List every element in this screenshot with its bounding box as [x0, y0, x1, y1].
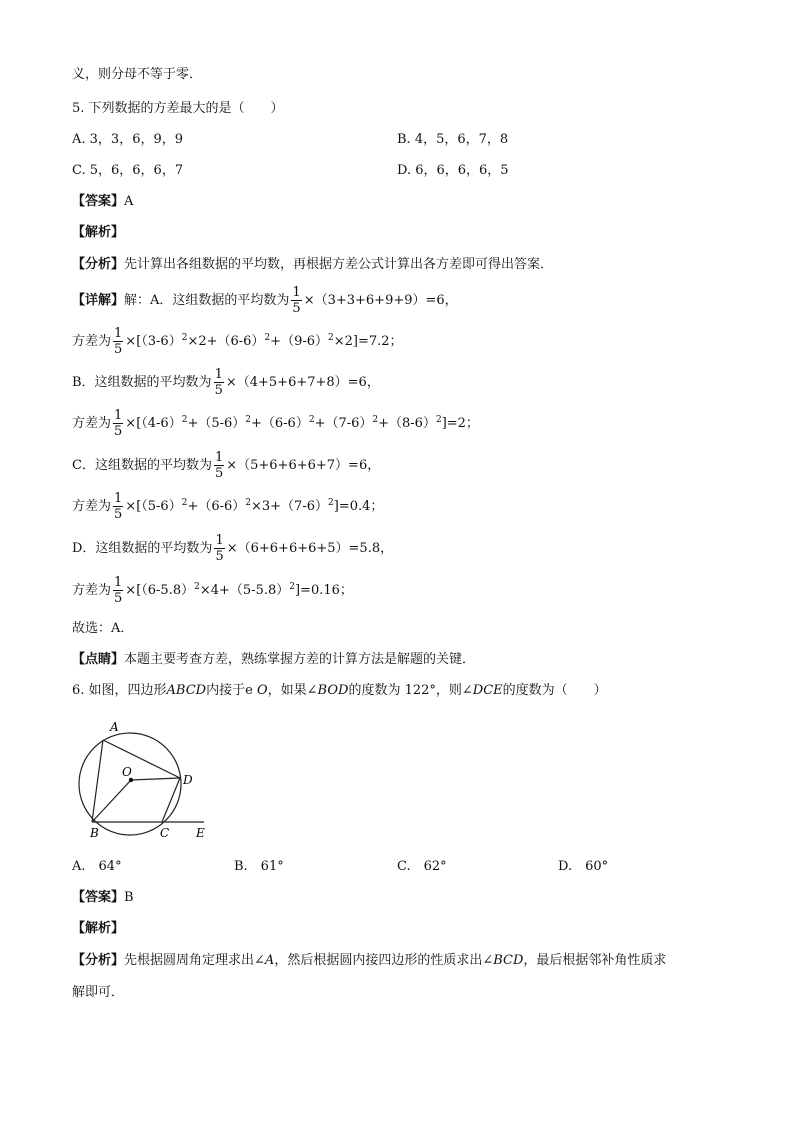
frac-num: 1	[114, 491, 123, 506]
expr: ]=0.16；	[294, 583, 353, 598]
d-mean-pre: D．这组数据的平均数为	[72, 541, 213, 556]
dianjing-tag: 【点睛】	[72, 652, 125, 667]
expr: ×3+（7-6）	[251, 499, 328, 514]
quad-abcd: ABCD	[166, 683, 207, 698]
label-b: B	[90, 826, 99, 840]
segment-ob	[92, 780, 131, 822]
q5-c-variance	[72, 490, 383, 525]
q6-option-d: D. 60°	[558, 859, 609, 874]
square: 2	[194, 582, 200, 592]
geometry-figure	[74, 716, 214, 840]
xiangjie-tag: 【详解】	[72, 293, 125, 308]
fraction	[214, 533, 224, 564]
square: 2	[181, 333, 188, 343]
q6-stem	[72, 682, 607, 700]
fraction	[113, 326, 123, 357]
q5-b-mean	[72, 366, 380, 400]
d-mean-post: ×（6+6+6+6+5）=5.8，	[226, 541, 394, 556]
q5-c-mean	[72, 449, 380, 483]
expr: ]=2；	[441, 416, 479, 431]
q5-choose: 故选：A．	[72, 621, 134, 636]
var-pre: 方差为	[72, 583, 112, 598]
frac-num: 1	[214, 367, 223, 382]
q6-option-c: C. 62°	[397, 859, 447, 874]
circle-symbol: e	[245, 683, 253, 698]
fraction	[113, 491, 123, 522]
q5-a-variance	[72, 325, 403, 360]
label-o: O	[122, 765, 132, 779]
expr: +（6-6）	[251, 416, 309, 431]
a-mean-post: ×（3+3+6+9+9）=6，	[303, 293, 458, 308]
expr: ×2+（6-6）	[187, 334, 265, 349]
q5-d-mean	[72, 532, 393, 566]
expr: ×[（4-6）	[125, 416, 182, 431]
c-mean-pre: C．这组数据的平均数为	[72, 458, 212, 473]
q6-fenxi-cont: 解即可．	[72, 985, 125, 1000]
label-e: E	[196, 826, 205, 840]
var-pre: 方差为	[72, 334, 112, 349]
stem-pre: 6. 如图，四边形	[72, 683, 167, 698]
frac-num: 1	[215, 533, 224, 548]
q5-fenxi	[72, 256, 553, 274]
b-mean-pre: B．这组数据的平均数为	[72, 375, 212, 390]
expr: ×[（6-5.8）	[125, 583, 195, 598]
c-mean-post: ×（5+6+6+6+7）=6，	[226, 458, 381, 473]
frac-num: 1	[114, 575, 123, 590]
q5-dianjing	[72, 651, 475, 669]
q5-xiangjie-a-mean	[72, 284, 458, 318]
answer-tag: 【答案】	[72, 194, 125, 209]
frac-den: 5	[114, 424, 123, 439]
center-o: O	[256, 683, 268, 698]
angle-bcd: ∠BCD	[482, 953, 524, 968]
square: 2	[372, 415, 379, 425]
square: 2	[245, 415, 251, 425]
label-d: D	[183, 773, 193, 787]
expr: ×[（3-6）	[125, 334, 182, 349]
expr: ×2]=7.2；	[333, 334, 403, 349]
stem-post: 的度数为（ ）	[502, 683, 607, 698]
answer-tag: 【答案】	[72, 890, 125, 905]
expr: +（9-6）	[270, 334, 328, 349]
jiexi-tag: 【解析】	[72, 921, 125, 936]
frac-den: 5	[114, 507, 123, 522]
q6-jiexi	[72, 920, 124, 938]
q5-option-a: A. 3，3，6，9，9	[72, 132, 184, 147]
stem-mid: 内接于	[206, 683, 246, 698]
frac-den: 5	[114, 591, 123, 606]
square: 2	[308, 415, 315, 425]
square: 2	[328, 333, 334, 343]
q5-option-b: B. 4，5，6，7，8	[397, 132, 509, 147]
q5-b-variance	[72, 407, 479, 442]
frac-num: 1	[214, 450, 224, 465]
var-pre: 方差为	[72, 416, 112, 431]
fraction	[113, 575, 123, 606]
fenxi-tag: 【分析】	[72, 953, 125, 968]
square: 2	[181, 415, 188, 425]
label-c: C	[160, 826, 170, 840]
frac-den: 5	[292, 301, 301, 316]
fenxi-text: 先计算出各组数据的平均数，再根据方差公式计算出各方差即可得出答案．	[124, 257, 554, 272]
square: 2	[264, 333, 271, 343]
fenxi-text: ，最后根据邻补角性质求	[523, 953, 667, 968]
square: 2	[245, 498, 251, 508]
square: 2	[289, 582, 295, 592]
expr: +（8-6）	[378, 416, 436, 431]
frac-den: 5	[215, 549, 224, 564]
answer-value: A	[124, 194, 134, 209]
continued-text: 义，则分母不等于零．	[72, 67, 203, 82]
angle-a: ∠A	[254, 953, 275, 968]
q5-jiexi	[72, 224, 124, 242]
expr: +（5-6）	[187, 416, 246, 431]
frac-den: 5	[214, 383, 223, 398]
fraction	[113, 408, 123, 439]
fraction	[214, 367, 224, 398]
angle-dce: ∠DCE	[461, 683, 503, 698]
square: 2	[181, 498, 188, 508]
var-pre: 方差为	[72, 499, 112, 514]
segment-ad	[103, 740, 180, 778]
fenxi-text: ，然后根据圆内接四边形的性质求出	[274, 953, 483, 968]
q5-d-variance	[72, 574, 353, 609]
label-a: A	[110, 720, 119, 734]
a-mean-pre: 解：A．这组数据的平均数为	[124, 293, 290, 308]
expr: ]=0.4；	[333, 499, 384, 514]
q5-answer	[72, 193, 133, 211]
segment-ab	[92, 740, 103, 822]
jiexi-tag: 【解析】	[72, 225, 125, 240]
frac-den: 5	[214, 466, 224, 481]
segment-od	[131, 778, 180, 780]
q6-option-a: A. 64°	[72, 859, 122, 874]
frac-num: 1	[114, 408, 123, 423]
frac-num: 1	[114, 326, 123, 341]
expr: +（7-6）	[314, 416, 373, 431]
answer-value: B	[124, 890, 134, 905]
dianjing-text: 本题主要考查方差，熟练掌握方差的计算方法是解题的关键．	[124, 652, 476, 667]
frac-den: 5	[114, 342, 123, 357]
expr: +（6-6）	[187, 499, 246, 514]
q6-option-b: B. 61°	[234, 859, 284, 874]
q6-answer	[72, 889, 134, 907]
angle-bod: ∠BOD	[306, 683, 349, 698]
q6-fenxi	[72, 952, 666, 970]
q5-stem: 5. 下列数据的方差最大的是（ ）	[72, 101, 284, 116]
stem-mid: 的度数为 122°，则	[348, 683, 462, 698]
square: 2	[328, 498, 334, 508]
q5-option-c: C. 5，6，6，6，7	[72, 163, 184, 178]
frac-num: 1	[292, 285, 301, 300]
b-mean-post: ×（4+5+6+7+8）=6，	[225, 375, 380, 390]
fraction	[214, 450, 224, 481]
stem-mid: ，如果	[267, 683, 307, 698]
square: 2	[435, 415, 442, 425]
fenxi-text: 先根据圆周角定理求出	[124, 953, 255, 968]
fraction	[291, 285, 301, 316]
expr: ×4+（5-5.8）	[199, 583, 290, 598]
q5-option-d: D. 6，6，6，6，5	[397, 163, 509, 178]
expr: ×[（5-6）	[125, 499, 182, 514]
segment-cd	[162, 778, 180, 822]
fenxi-tag: 【分析】	[72, 257, 125, 272]
